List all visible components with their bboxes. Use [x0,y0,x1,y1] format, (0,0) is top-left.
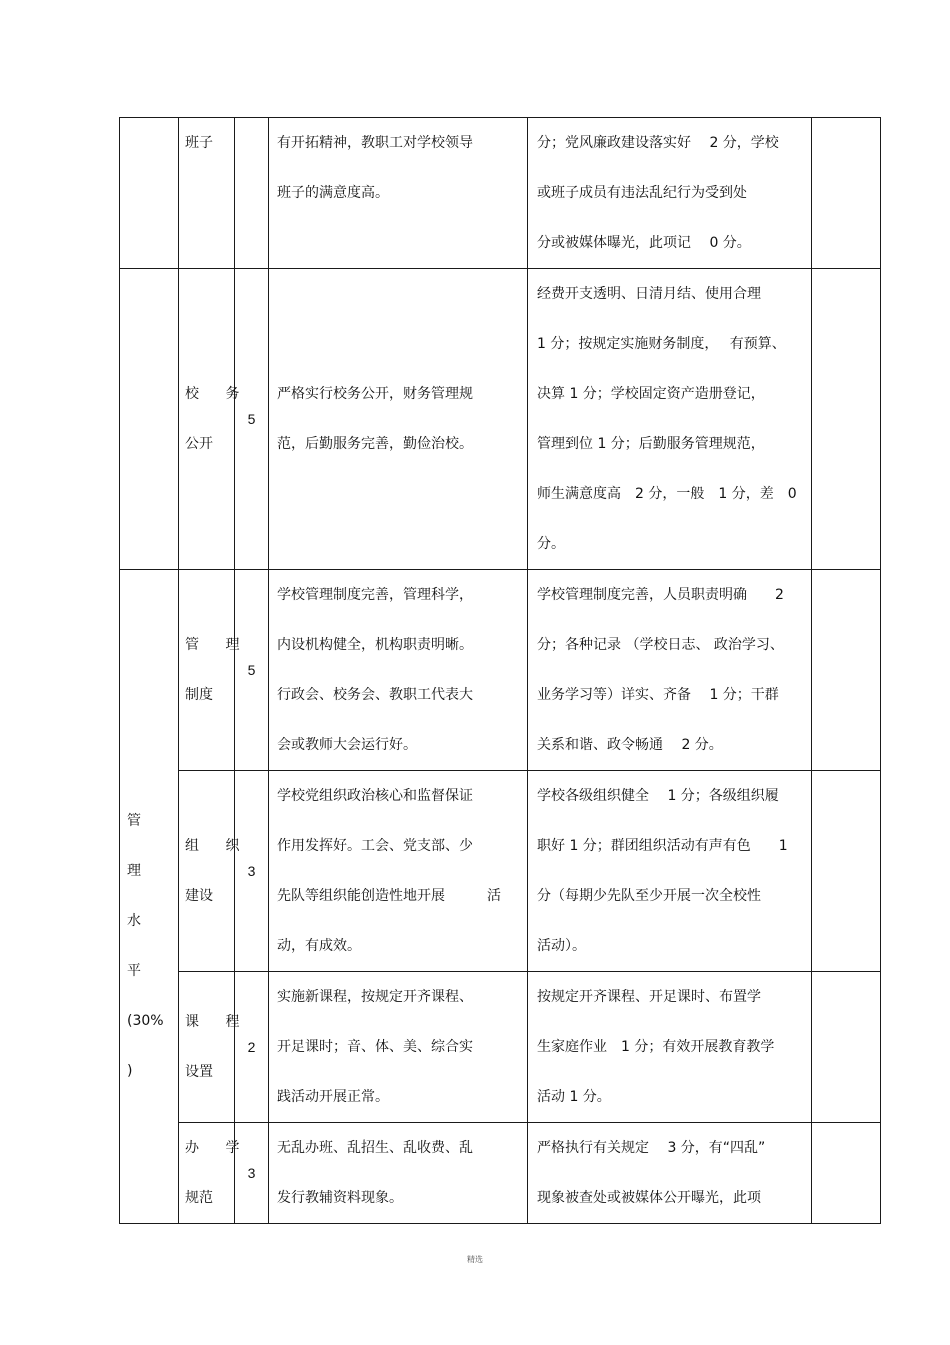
content-line: 发行教辅资料现象。 [277,1190,403,1206]
criteria-line: 分；各种记录 （学校日志、 政治学习、 [537,637,784,653]
score-cell: 3 [235,1123,269,1224]
content-cell [269,972,528,1123]
remark-cell [812,771,881,972]
item-cell [179,269,251,570]
table-row [120,269,881,570]
category-label: 水 平 [127,913,152,979]
content-line: 作用发挥好。工会、党支部、少 [277,838,473,854]
criteria-cell [528,972,812,1123]
content-line: 严格实行校务公开，财务管理规 [277,386,473,402]
content-line: 行政会、校务会、教职工代表大 [277,687,473,703]
content-line: 学校管理制度完善，管理科学， [277,587,473,603]
score-cell: 2 [235,972,269,1123]
content-line: 会或教师大会运行好。 [277,737,417,753]
item-label: 校 务 [185,386,251,402]
criteria-line: 活动 1 分。 [537,1089,611,1105]
content-line: 开足课时；音、体、美、综合实 [277,1039,473,1055]
content-line: 班子的满意度高。 [277,185,389,201]
content-line: 无乱办班、乱招生、乱收费、乱 [277,1140,473,1156]
content-cell [269,570,528,771]
criteria-line: 分。 [537,536,565,552]
criteria-line: 或班子成员有违法乱纪行为受到处 [537,185,747,201]
item-cell [179,1123,251,1224]
score-cell: 3 [235,771,269,972]
criteria-line: 分；党风廉政建设落实好 2 分，学校 [537,135,779,151]
item-label: 班子 [185,135,213,151]
criteria-line: 现象被查处或被媒体公开曝光，此项 [537,1190,761,1206]
item-label: 课 程 [185,1014,251,1030]
criteria-line: 1 分；按规定实施财务制度， 有预算、 [537,336,786,352]
content-line: 动，有成效。 [277,938,361,954]
remark-cell [812,118,881,269]
item-label: 办 学 [185,1140,251,1156]
criteria-cell [528,1123,812,1224]
item-label: 建设 [185,888,213,904]
score-cell [235,118,269,269]
criteria-line: 经费开支透明、日清月结、使用合理 [537,286,761,302]
content-cell [269,771,528,972]
content-line: 先队等组织能创造性地开展 活 [277,888,501,904]
criteria-line: 活动）。 [537,938,586,954]
table-row [120,118,881,269]
content-cell [269,118,528,269]
item-label: 组 织 [185,838,251,854]
criteria-line: 决算 1 分；学校固定资产造册登记， [537,386,765,402]
criteria-line: 关系和谐、政令畅通 2 分。 [537,737,723,753]
category-cell-empty [120,269,179,570]
category-cell-management [120,570,179,1224]
item-cell [179,570,251,771]
criteria-line: 师生满意度高 2 分，一般 1 分，差 0 [537,486,797,502]
criteria-line: 分或被媒体曝光，此项记 0 分。 [537,235,751,251]
table-row [120,570,881,771]
content-line: 实施新课程，按规定开齐课程、 [277,989,473,1005]
criteria-cell [528,269,812,570]
content-line: 践活动开展正常。 [277,1089,389,1105]
remark-cell [812,570,881,771]
table-row [120,1123,881,1224]
category-cell-empty [120,118,179,269]
criteria-line: 业务学习等）详实、齐备 1 分；干群 [537,687,779,703]
remark-cell [812,972,881,1123]
table-row [120,771,881,972]
table-row [120,972,881,1123]
item-label: 公开 [185,436,213,452]
content-line: 有开拓精神，教职工对学校领导 [277,135,473,151]
remark-cell [812,1123,881,1224]
item-cell [179,972,251,1123]
category-weight: ) [127,1063,133,1079]
criteria-line: 学校管理制度完善，人员职责明确 2 [537,587,784,603]
criteria-line: 分（每期少先队至少开展一次全校性 [537,888,761,904]
criteria-line: 生家庭作业 1 分；有效开展教育教学 [537,1039,775,1055]
item-label: 管 理 [185,637,251,653]
score-cell: 5 [235,269,269,570]
category-weight: (30% [127,1013,164,1029]
item-cell [179,771,251,972]
evaluation-table [119,117,881,1224]
content-cell [269,1123,528,1224]
item-label: 设置 [185,1064,213,1080]
criteria-cell [528,118,812,269]
criteria-cell [528,771,812,972]
category-label: 管 理 [127,813,152,879]
item-cell [179,118,235,269]
score-cell: 5 [235,570,269,771]
criteria-line: 按规定开齐课程、开足课时、布置学 [537,989,761,1005]
content-line: 范，后勤服务完善，勤俭治校。 [277,436,473,452]
content-line: 内设机构健全，机构职责明晰。 [277,637,473,653]
content-cell [269,269,528,570]
remark-cell [812,269,881,570]
criteria-line: 严格执行有关规定 3 分，有“四乱” [537,1140,766,1156]
item-label: 规范 [185,1190,213,1206]
item-label: 制度 [185,687,213,703]
criteria-line: 管理到位 1 分；后勤服务管理规范， [537,436,765,452]
content-line: 学校党组织政治核心和监督保证 [277,788,473,804]
criteria-cell [528,570,812,771]
page-footer: 精选 [467,1255,483,1264]
criteria-line: 职好 1 分；群团组织活动有声有色 1 [537,838,788,854]
criteria-line: 学校各级组织健全 1 分；各级组织履 [537,788,779,804]
